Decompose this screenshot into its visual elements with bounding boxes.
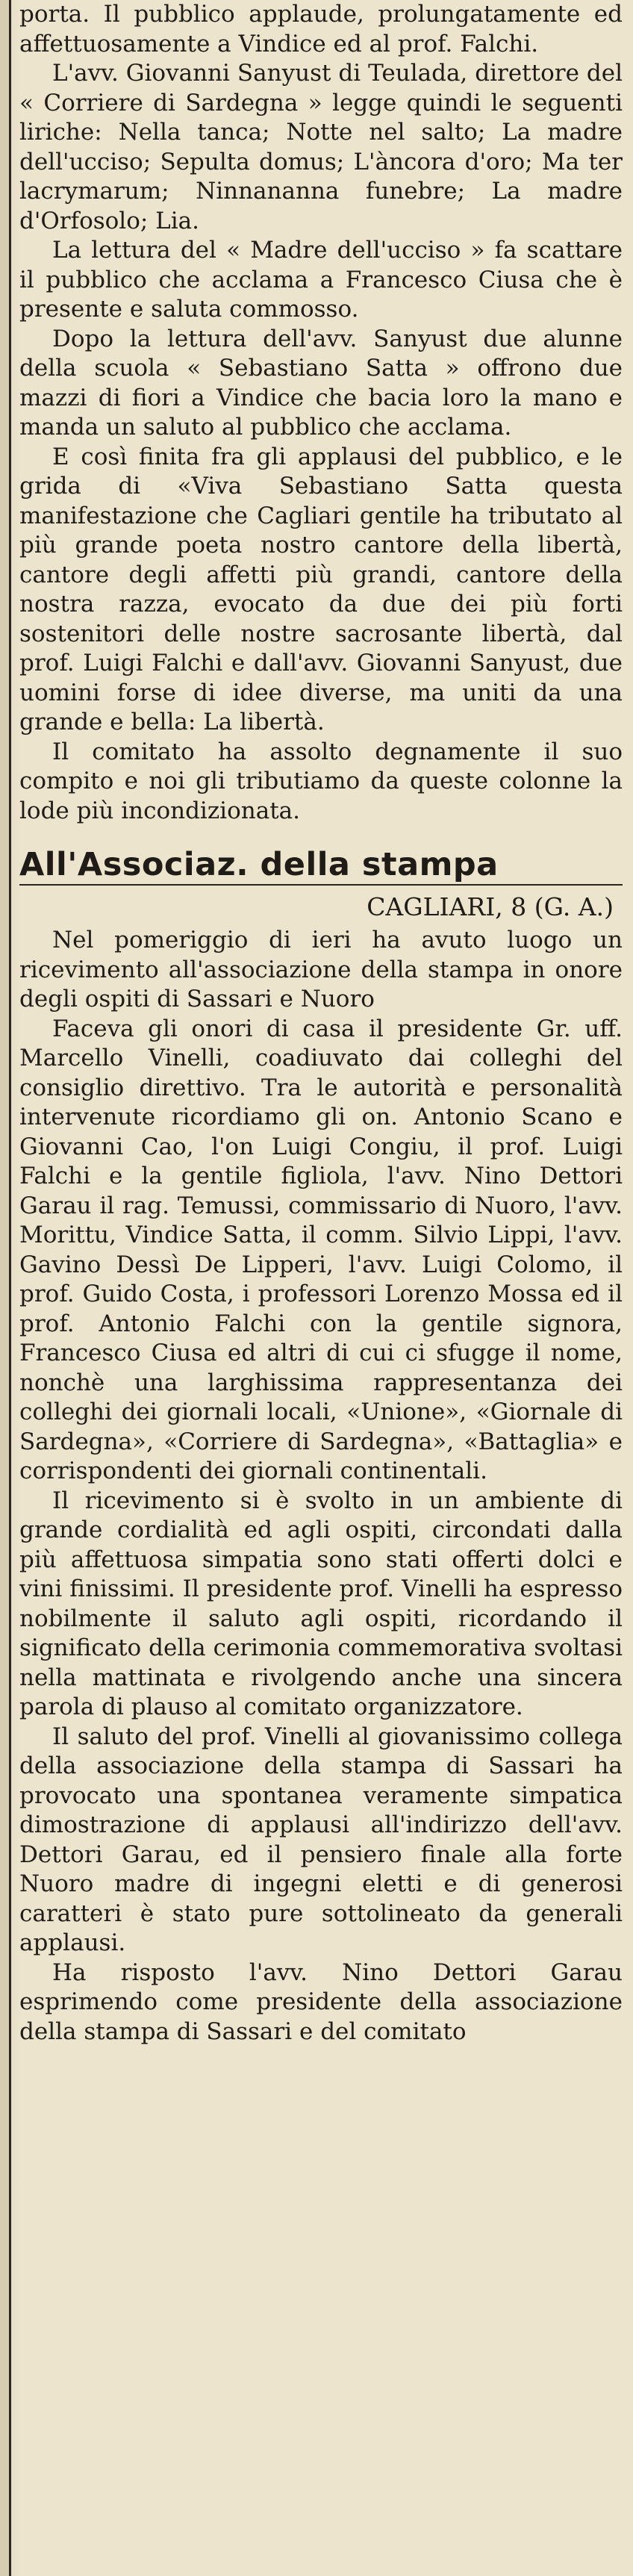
headline-underline xyxy=(19,884,623,886)
article-press-association xyxy=(19,845,623,2047)
newspaper-column xyxy=(19,0,623,2576)
paragraph: La lettura del « Madre dell'ucciso » fa scattare il pubblico che acclama a Francesco Ciusa che è presente e saluta commosso. xyxy=(19,237,623,323)
paragraph: Il saluto del prof. Vinelli al giovanissimo collega della associazione della stampa di Sassari ha provocato una spontanea veramente simpatica dimostrazione di applausi all'indirizzo dell'avv. Dettori Garau, ed il pensiero finale alla forte Nuoro madre di ingegni eletti e di generosi caratteri è stato pure sottolineato da generali applausi. xyxy=(19,1723,623,1956)
paragraph: porta. Il pubblico applaude, prolungatamente ed affettuosamente a Vindice ed al prof. Falchi. xyxy=(19,1,623,57)
headline-text: All'Associaz. della stampa xyxy=(19,846,499,883)
paragraph: Nel pomeriggio di ieri ha avuto luogo un ricevimento all'associazione della stampa in onore degli ospiti di Sassari e Nuoro xyxy=(19,927,623,1012)
paragraph: L'avv. Giovanni Sanyust di Teulada, direttore del « Corriere di Sardegna » legge quindi le seguenti liriche: Nella tanca; Notte nel salto; La madre dell'ucciso; Sepulta domus; L'àncora d'oro; Ma ter lacrymarum; Ninnananna funebre; La madre d'Orfosolo; Lia. xyxy=(19,60,623,234)
paragraph: Ha risposto l'avv. Nino Dettori Garau esprimendo come presidente della associazione della stampa di Sassari e del comitato xyxy=(19,1959,623,2045)
paragraph: E così finita fra gli applausi del pubblico, e le grida di «Viva Sebastiano Satta questa manifestazione che Cagliari gentile ha tributato al più grande poeta nostro cantore della libertà, cantore degli affetti più grandi, cantore della nostra razza, evocato da due dei più forti sostenitori delle nostre sacrosante libertà, dal prof. Luigi Falchi e dall'avv. Giovanni Sanyust, due uomini forse di idee diverse, ma uniti da una grande e bella: La libertà. xyxy=(19,443,623,735)
paragraph: Faceva gli onori di casa il presidente Gr. uff. Marcello Vinelli, coadiuvato dai colleghi del consiglio direttivo. Tra le autorità e personalità intervenute ricordiamo gli on. Antonio Scano e Giovanni Cao, l'on Luigi Congiu, il prof. Luigi Falchi e la gentile figliola, l'avv. Nino Dettori Garau il rag. Temussi, commissario di Nuoro, l'avv. Morittu, Vindice Satta, il comm. Silvio Lippi, l'avv. Gavino Dessì De Lipperi, l'avv. Luigi Colomo, il prof. Guido Costa, i professori Lorenzo Mossa ed il prof. Antonio Falchi con la gentile signora, Francesco Ciusa ed altri di cui ci sfugge il nome, nonchè una larghissima rappresentanza dei colleghi dei giornali locali, «Unione», «Giornale di Sardegna», «Corriere di Sardegna», «Battaglia» e corrispondenti dei giornali continentali. xyxy=(19,1015,623,1484)
paragraph: Il comitato ha assolto degnamente il suo compito e noi gli tributiamo da queste colonne la lode più incondizionata. xyxy=(19,738,623,824)
adjacent-column-edge xyxy=(0,0,9,2576)
paragraph: Dopo la lettura dell'avv. Sanyust due alunne della scuola « Sebastiano Satta » offrono due mazzi di fiori a Vindice che bacia loro la mano e manda un saluto al pubblico che acclama. xyxy=(19,325,623,441)
article-satta-commemoration xyxy=(19,0,623,826)
article-dateline: CAGLIARI, 8 (G. A.) xyxy=(367,892,614,921)
paragraph: Il ricevimento si è svolto in un ambiente di grande cordialità ed agli ospiti, circondati dalla più affettuosa simpatia sono stati offerti dolci e vini finissimi. Il presidente prof. Vinelli ha espresso nobilmente il saluto agli ospiti, ricordando il significato della cerimonia commemorativa svoltasi nella mattinata e rivolgendo anche una sincera parola di plauso al comitato organizzatore. xyxy=(19,1487,623,1720)
column-rule xyxy=(9,0,11,2576)
article-headline xyxy=(19,845,623,884)
